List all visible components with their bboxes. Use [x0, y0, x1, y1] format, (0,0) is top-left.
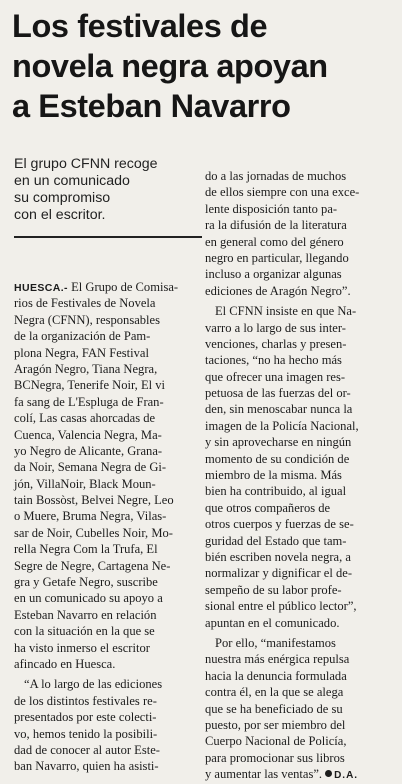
body-line: Segre de Negre, Cartagena Ne- [14, 558, 171, 573]
body-line: sar de Noir, Cubelles Noir, Mo- [14, 525, 173, 540]
body-line: que otros compañeros de [205, 500, 331, 515]
body-line: rella Negra Com la Trufa, El [14, 542, 158, 557]
bullet-icon [325, 770, 332, 777]
body-line: otros cuerpos y fuerzas de se- [205, 517, 354, 532]
body-line: “A lo largo de las ediciones [24, 677, 163, 692]
body-line: en un comunicado su apoyo a [14, 591, 163, 606]
author-signature: D.A. [334, 770, 359, 782]
body-line: imagen de la Policía Nacional, [205, 418, 359, 433]
body-line: ban Navarro, quien ha asisti- [14, 759, 159, 774]
body-line: o Muere, Bruma Negra, Vilas- [14, 509, 167, 524]
body-line: dad de conocer al autor Este- [14, 742, 160, 757]
body-line: guridad del Estado que tam- [205, 533, 347, 548]
body-line: para promocionar sus libros [205, 750, 345, 765]
body-line: de los distintos festivales re- [14, 693, 157, 708]
body-line: da Noir, Semana Negra de Gi- [14, 460, 167, 475]
headline [12, 6, 397, 126]
body-line-dateline [14, 279, 204, 295]
deck-line: en un comunicado [14, 173, 130, 189]
body-line: de ellos siempre con una exce- [205, 185, 360, 200]
body-line: apuntan en el comunicado. [205, 615, 340, 630]
body-line: lente disposición tanto pa- [205, 201, 338, 216]
body-line-last [205, 766, 395, 782]
deck-line: su compromiso [14, 190, 111, 206]
body-line: sional entre el público lector”, [205, 599, 357, 614]
body-line: colí, Las casas ahorcadas de [14, 411, 156, 426]
right-paragraph-1 [205, 168, 395, 299]
body-line: rios de Festivales de Novela [14, 296, 156, 311]
body-line: hacia la denuncia formulada [205, 668, 347, 683]
deck-line: El grupo CFNN recoge [14, 156, 158, 172]
body-line: El CFNN insiste en que Na- [215, 304, 357, 319]
body-line: en general como del género [205, 234, 344, 249]
body-column-right [205, 168, 395, 782]
body-line: presentados por este colecti- [14, 710, 157, 725]
body-line: Cuerpo Nacional de Policía, [205, 734, 347, 749]
body-line: do a las jornadas de muchos [205, 169, 347, 183]
right-paragraph-2 [205, 303, 395, 631]
body-line: gra y Getafe Negro, suscribe [14, 575, 158, 590]
body-line: jón, VillaNoir, Black Moun- [14, 476, 156, 491]
body-line: incluso a organizar algunas [205, 267, 342, 282]
body-line: fa sang de L'Espluga de Fran- [14, 394, 164, 409]
headline-line: novela negra apoyan [12, 48, 328, 84]
body-line: BCNegra, Tenerife Noir, El vi [14, 378, 165, 393]
body-text: El Grupo de Comisa- [67, 280, 179, 294]
body-line: petuosa de las fuerzas del or- [205, 386, 351, 401]
headline-line: Los festivales de [12, 8, 268, 44]
deck-line: con el escritor. [14, 207, 106, 223]
body-line: bien ha contribuido, al igual [205, 484, 347, 499]
body-line: Por ello, “manifestamos [215, 635, 336, 650]
body-text: y aumentar las ventas”. [205, 767, 323, 782]
left-paragraph-1 [14, 295, 204, 672]
body-line: yo Negro de Alicante, Grana- [14, 443, 163, 458]
body-line: tain Bossòst, Belvei Negre, Leo [14, 493, 174, 508]
headline-line: a Esteban Navarro [12, 88, 291, 124]
body-line: Negra (CFNN), responsables [14, 312, 160, 327]
body-line: que se ha beneficiado de su [205, 701, 343, 716]
body-line: den, sin menoscabar nunca la [205, 402, 353, 417]
body-line: venciones, charlas y presen- [205, 336, 347, 351]
body-line: contra él, en la que se alega [205, 685, 344, 700]
body-line: ha visto inmerso el escritor [14, 640, 150, 655]
body-line: taciones, “no ha hecho más [205, 353, 342, 368]
body-line: Cuenca, Valencia Negra, Ma- [14, 427, 162, 442]
body-line: vo, hemos tenido la posibili- [14, 726, 158, 741]
right-paragraph-3 [205, 635, 395, 766]
body-line: miembro de la misma. Más [205, 468, 342, 483]
body-line: y sin aprovecharse en ningún [205, 435, 352, 450]
body-line: negro en particular, llegando [205, 250, 349, 265]
body-line: afincado en Huesca. [14, 656, 116, 671]
body-line: plona Negra, FAN Festival [14, 345, 149, 360]
body-line: nuestra más enérgica repulsa [205, 652, 350, 667]
body-line: Esteban Navarro en relación [14, 607, 157, 622]
body-line: bién escriben novela negra, a [205, 549, 351, 564]
body-column-left [14, 279, 204, 775]
body-line: que ofrecer una imagen res- [205, 369, 346, 384]
body-line: puesto, por ser miembro del [205, 717, 346, 732]
body-line: de la organización de Pam- [14, 329, 151, 344]
body-line: Aragón Negro, Tiana Negra, [14, 361, 158, 376]
deck-underline-rule [14, 236, 202, 238]
body-line: normalizar y dignificar el de- [205, 566, 353, 581]
body-line: ra la difusión de la literatura [205, 218, 347, 233]
dateline: HUESCA.- [14, 282, 68, 294]
body-line: sempeño de su labor profe- [205, 582, 342, 597]
body-line: varro a lo largo de sus inter- [205, 320, 346, 335]
body-line: con la situación en la que se [14, 624, 155, 639]
left-paragraph-2 [14, 676, 204, 774]
body-line: ediciones de Aragón Negro”. [205, 283, 351, 298]
body-line: momento de su condición de [205, 451, 350, 466]
subheadline-deck [14, 156, 202, 224]
